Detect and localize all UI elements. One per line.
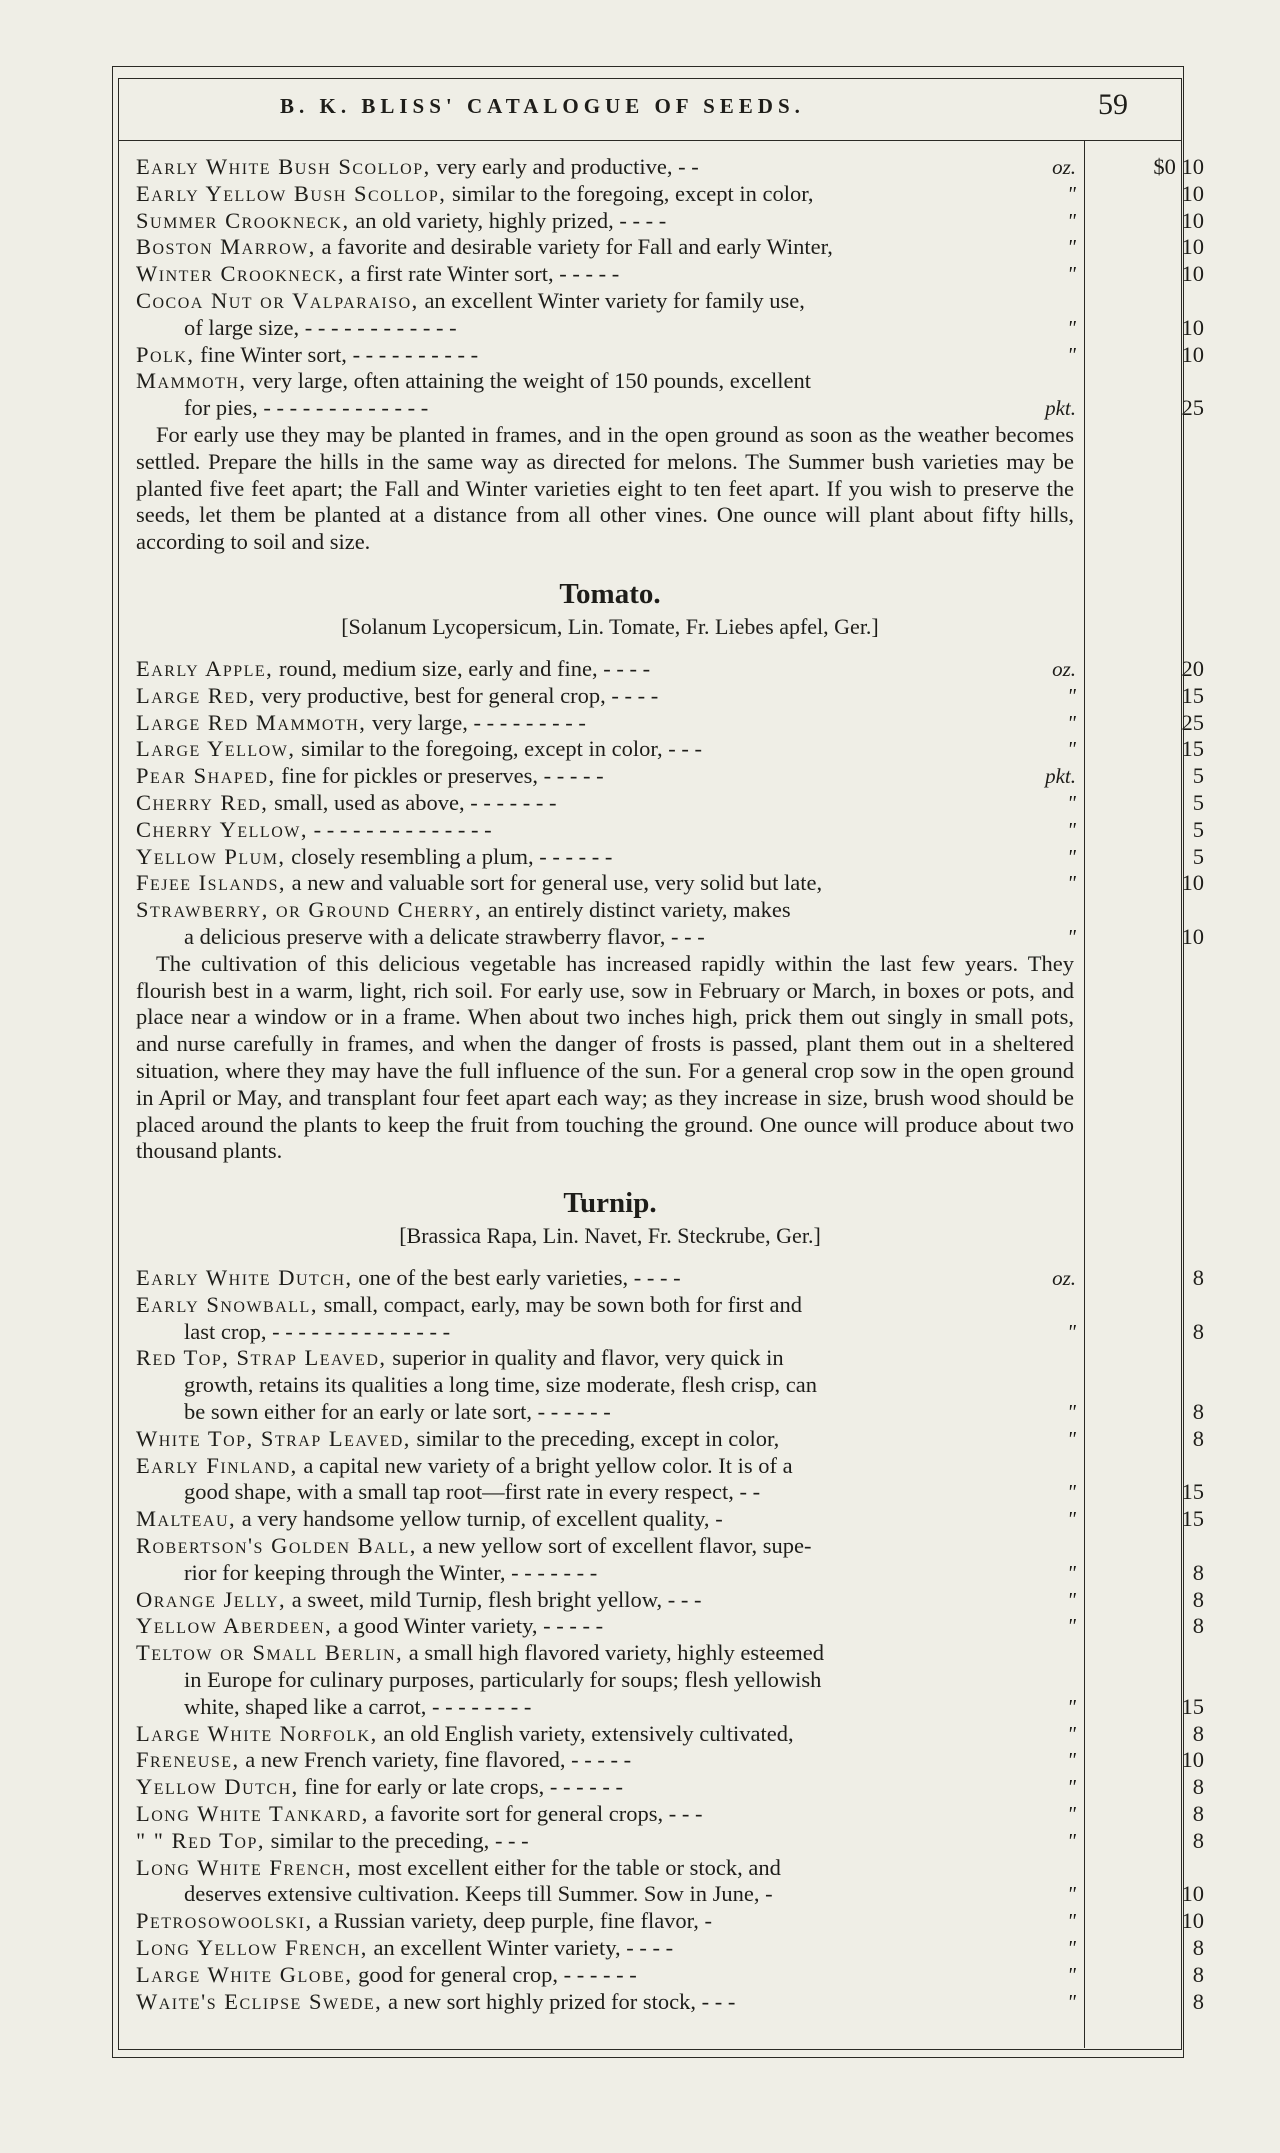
seed-price: 8 [1192,1961,1204,1987]
seed-description: a good Winter variety, [332,1613,538,1639]
seed-row [136,1613,1204,1640]
seed-unit: " [1067,1828,1076,1853]
seed-unit: " [1067,1319,1076,1344]
seed-description: similar to the foregoing, except in color, [295,736,663,762]
seed-name: Early Snowball, [136,1291,318,1317]
seed-price: 10 [1181,1881,1204,1907]
seed-description: similar to the preceding, except in color, [410,1425,780,1451]
seed-name: Early Yellow Bush Scollop, [136,180,447,206]
seed-price: 10 [1181,1747,1204,1773]
leader-dots: - - - - - - - - - [467,709,586,735]
seed-row [136,736,1204,763]
seed-description: a capital new variety of a bright yellow color. It is of a [297,1452,793,1478]
seed-description: a small high flavored variety, highly esteemed [403,1640,825,1666]
leader-dots: - - - - - [565,1747,632,1773]
seed-description: small, used as above, [268,789,465,815]
tomato-subtitle: [Solanum Lycopersicum, Lin. Tomate, Fr. Liebes apfel, Ger.] [341,613,879,639]
seed-description: superior in quality and flavor, very quick in [386,1345,784,1371]
seed-price: 10 [1181,341,1204,367]
leader-dots: - - - - - - - [464,789,557,815]
seed-description: a favorite and desirable variety for Fall and early Winter, [315,234,833,260]
seed-unit: " [1067,1480,1076,1505]
seed-price: 20 [1181,655,1204,681]
seed-unit: " [1067,1694,1076,1719]
seed-name: Freneuse, [136,1747,240,1773]
seed-price: 8 [1192,1265,1204,1291]
seed-row [136,709,1204,737]
seed-unit: " [1067,208,1076,233]
seed-description: fine Winter sort, [194,341,347,367]
seed-price: 25 [1181,709,1204,735]
seed-description: most excellent either for the table or stock, and [352,1854,781,1880]
seed-unit: " [1067,844,1076,869]
leader-dots: - - - - - - - - [426,1693,532,1719]
seed-description: of large size, [184,314,300,340]
seed-row [136,154,1204,181]
seed-name: Petrosowoolski, [136,1908,313,1934]
seed-description: a new French variety, fine flavored, [239,1747,566,1773]
seed-row [136,261,1204,288]
seed-name: Fejee Islands, [136,870,287,896]
seed-row [136,1720,1204,1748]
seed-name: Malteau, [136,1506,237,1532]
seed-price: 8 [1192,1935,1204,1961]
seed-description: a new and valuable sort for general use, very solid but late, [286,870,823,896]
seed-name: Robertson's Golden Ball, [136,1533,417,1559]
seed-price: 8 [1192,1318,1204,1344]
seed-name: Long White Tankard, [136,1801,369,1827]
leader-dots: - - - - [613,207,667,233]
seed-price: 8 [1192,1613,1204,1639]
seed-row [136,1453,1084,1480]
seed-price: 5 [1192,816,1204,842]
leader-dots: - - - [663,1801,703,1827]
seed-row [136,870,1204,897]
seed-unit: " [1067,1748,1076,1773]
seed-unit: " [1067,1962,1076,1987]
seed-description: similar to the preceding, [265,1827,490,1853]
seed-name: Long White French, [136,1854,353,1880]
seed-description: one of the best early varieties, [352,1265,629,1291]
seed-price: 8 [1192,1720,1204,1746]
seed-price: 10 [1181,870,1204,896]
leader-dots: - - - [665,923,705,949]
seed-description: a very handsome yellow turnip, of excellent quality, [236,1506,710,1532]
seed-description: a delicious preserve with a delicate strawberry flavor, [184,923,666,949]
leader-dots: - - - - - - - - - - [346,341,479,367]
seed-name: Teltow or Small Berlin, [136,1640,404,1666]
seed-row [136,682,1204,710]
seed-row [136,1372,1084,1399]
seed-unit: pkt. [1045,764,1076,789]
seed-row [136,1747,1204,1774]
seed-row [136,1586,1204,1614]
seed-unit: " [1067,1936,1076,1961]
leader-dots: - - [733,1479,761,1505]
seed-name: Large Red Mammoth, [136,709,367,735]
seed-description: an old English variety, extensively cultivated, [377,1720,794,1746]
seed-row [136,1479,1204,1506]
seed-price: 10 [1181,180,1204,206]
seed-row [136,1935,1204,1962]
seed-price: 8 [1192,1399,1204,1425]
leader-dots: - - - - - [538,763,604,789]
seed-unit: " [1067,342,1076,367]
turnip-list [136,1265,1204,2015]
seed-description: white, shaped like a carrot, [184,1693,427,1719]
seed-description: an excellent Winter variety, [367,1935,621,1961]
seed-row [136,341,1204,369]
seed-unit: " [1067,235,1076,260]
seed-description: be sown either for an early or late sort, [184,1399,532,1425]
page-content [136,154,1204,2015]
seed-row [136,1961,1204,1989]
leader-dots: - - - - - - - - - - - - [299,314,457,340]
seed-name: Summer Crookneck, [136,207,350,233]
leader-dots: - - - [662,736,702,762]
seed-name: " " Red Top, [136,1827,265,1853]
seed-unit: " [1067,924,1076,949]
seed-description: rior for keeping through the Winter, [184,1559,506,1585]
seed-row [136,1425,1204,1453]
seed-name: Orange Jelly, [136,1586,287,1612]
seed-price: 5 [1192,789,1204,815]
seed-row [136,1881,1204,1908]
seed-row [136,180,1204,208]
seed-row [136,1908,1204,1935]
seed-name: Winter Crookneck, [136,261,345,287]
seed-name: Strawberry, or Ground Cherry, [136,897,483,923]
seed-price: 8 [1192,1827,1204,1853]
seed-description: very productive, best for general crop, [255,682,606,708]
seed-unit: " [1067,1721,1076,1746]
seed-row [136,1345,1084,1372]
seed-unit: " [1067,1909,1076,1934]
seed-unit: " [1067,683,1076,708]
seed-row [136,1318,1204,1346]
seed-price: 10 [1181,261,1204,287]
seed-description: growth, retains its qualities a long time, size moderate, flesh crisp, can [184,1372,817,1398]
leader-dots: - - - - - [537,1613,604,1639]
leader-dots: - - - - - - [544,1774,624,1800]
seed-description: closely resembling a plum, [285,843,534,869]
seed-row [136,1559,1204,1587]
seed-unit: " [1067,262,1076,287]
leader-dots: - - - - [597,655,651,681]
turnip-subtitle: [Brassica Rapa, Lin. Navet, Fr. Steckrube, Ger.] [399,1223,821,1249]
seed-description: an excellent Winter variety for family use, [418,287,805,313]
seed-price: 25 [1181,395,1204,421]
seed-row [136,1640,1084,1667]
seed-price: 8 [1192,1988,1204,2014]
seed-name: Yellow Dutch, [136,1774,299,1800]
seed-row [136,816,1204,844]
seed-price: $0 10 [1153,154,1204,179]
seed-price: 8 [1192,1559,1204,1585]
leader-dots: - - - - [620,1935,674,1961]
seed-unit: " [1067,1882,1076,1907]
seed-row [136,1265,1204,1292]
leader-dots: - - - - - [553,261,620,287]
seed-name: Waite's Eclipse Swede, [136,1988,383,2014]
seed-row [136,655,1204,683]
seed-description: a first rate Winter sort, [345,261,554,287]
seed-row [136,234,1204,261]
seed-row [136,288,1084,315]
seed-unit: " [1067,1400,1076,1425]
seed-unit: oz. [1052,656,1076,681]
seed-row [136,1774,1204,1801]
seed-unit: " [1067,1507,1076,1532]
seed-row [136,368,1084,395]
seed-description: a sweet, mild Turnip, flesh bright yellow, [286,1586,663,1612]
seed-row [136,1855,1084,1882]
seed-unit: pkt. [1045,396,1076,421]
seed-price: 5 [1192,843,1204,869]
seed-description: deserves extensive cultivation. Keeps till Summer. Sow in June, [184,1881,760,1907]
turnip-title: Turnip. [563,1187,657,1220]
seed-description: small, compact, early, may be sown both for first and [317,1291,802,1317]
seed-name: Large White Globe, [136,1961,353,1987]
seed-unit: oz. [1052,155,1076,179]
leader-dots: - - - - - - - [505,1559,598,1585]
seed-row [136,789,1204,817]
seed-row [136,763,1204,790]
seed-row [136,897,1084,924]
seed-description: round, medium size, early and fine, [273,655,598,681]
seed-description: very large, [366,709,468,735]
seed-row [136,1506,1204,1533]
squash-paragraph: For early use they may be planted in frames, and in the open ground as soon as the weather becomes settled. Prepare the hills in the same way as directed for melons. The Summer bush varieties may be planted five feet apart; the Fall and Winter varieties eight to ten feet apart. If you wish to preserve the seeds, let them be planted at a distance from all other vines. One ounce will plant about fifty hills, according to soil and size. [136,421,1074,555]
leader-dots: - [709,1506,723,1532]
seed-name: Early Apple, [136,655,274,681]
seed-name: Long Yellow French, [136,1935,368,1961]
seed-row [136,843,1204,871]
seed-unit: " [1067,315,1076,340]
seed-name: Mammoth, [136,368,247,394]
seed-name: Large Red, [136,682,256,708]
tomato-list [136,655,1204,951]
seed-unit: " [1067,1614,1076,1639]
seed-unit: " [1067,871,1076,896]
seed-name: Pear Shaped, [136,763,276,789]
seed-name: Red Top, Strap Leaved, [136,1345,387,1371]
seed-name: Yellow Aberdeen, [136,1613,333,1639]
seed-price: 5 [1192,763,1204,789]
seed-unit: " [1067,1989,1076,2014]
seed-description: for pies, [184,395,258,421]
leader-dots: - - - - - - - - - - - - - [257,395,429,421]
seed-name: Large Yellow, [136,736,296,762]
seed-unit: " [1067,1426,1076,1451]
seed-unit: " [1067,790,1076,815]
seed-row [136,1801,1204,1828]
seed-price: 10 [1181,207,1204,233]
seed-name: Early Finland, [136,1452,298,1478]
seed-description: very early and productive, [430,154,673,179]
seed-price: 8 [1192,1586,1204,1612]
seed-price: 8 [1192,1801,1204,1827]
seed-unit: " [1067,1775,1076,1800]
seed-description: fine for pickles or preserves, [275,763,539,789]
leader-dots: - - [672,154,699,179]
seed-row [136,1827,1204,1855]
seed-description: an entirely distinct variety, makes [482,897,791,923]
seed-price: 15 [1181,736,1204,762]
leader-dots: - - - - - - [532,1399,611,1425]
seed-row [136,314,1204,342]
seed-description: fine for early or late crops, [298,1774,545,1800]
seed-row [136,1292,1084,1319]
leader-dots: - - - [695,1988,736,2014]
leader-dots: - [759,1881,773,1907]
leader-dots: - - - [489,1827,529,1853]
seed-unit: oz. [1052,1266,1076,1291]
seed-price: 8 [1192,1425,1204,1451]
seed-unit: " [1067,1587,1076,1612]
seed-name: Early White Dutch, [136,1265,353,1291]
leader-dots: - - - - - - [533,843,613,869]
seed-price: 8 [1192,1774,1204,1800]
seed-description: good shape, with a small tap root—first rate in every respect, [184,1479,734,1505]
seed-name: Yellow Plum, [136,843,286,869]
leader-dots: - - - - [628,1265,681,1291]
seed-price: 10 [1181,234,1204,260]
seed-price: 10 [1181,314,1204,340]
seed-description: very large, often attaining the weight of 150 pounds, excellent [246,368,811,394]
seed-row [136,1693,1204,1721]
tomato-title: Tomato. [559,577,661,610]
seed-name: Cherry Red, [136,789,269,815]
header-rule [118,140,1182,141]
seed-row [136,1399,1204,1426]
leader-dots: - - - - - - [558,1961,637,1987]
seed-description: a new sort highly prized for stock, [382,1988,696,2014]
seed-name: White Top, Strap Leaved, [136,1425,411,1451]
seed-unit: " [1067,737,1076,762]
seed-price: 10 [1181,923,1204,949]
leader-dots: - - - [662,1586,702,1612]
seed-description: last crop, [184,1318,267,1344]
seed-unit: " [1067,181,1076,206]
seed-price: 15 [1181,682,1204,708]
seed-description: a Russian variety, deep purple, fine flavor, [312,1908,699,1934]
seed-name: Large White Norfolk, [136,1720,378,1746]
seed-price: 15 [1181,1479,1204,1505]
seed-row [136,1533,1084,1560]
seed-description: a new yellow sort of excellent flavor, supe- [416,1533,812,1559]
seed-row [136,395,1204,422]
squash-list [136,154,1204,422]
seed-price: 10 [1181,1908,1204,1934]
leader-dots: - - - - - - - - - - - - - - [266,1318,451,1344]
page-number: 59 [1098,88,1128,121]
seed-name: Early White Bush Scollop, [136,154,431,179]
seed-row [136,923,1204,951]
seed-name: Cherry Yellow, [136,816,308,842]
seed-name: Cocoa Nut or Valparaiso, [136,287,419,313]
seed-description: in Europe for culinary purposes, particularly for soups; flesh yellowish [184,1667,822,1693]
running-title: B. K. BLISS' CATALOGUE OF SEEDS. [280,94,805,118]
seed-unit: " [1067,1802,1076,1827]
seed-description: an old variety, highly prized, [349,207,614,233]
leader-dots: - [698,1908,713,1934]
seed-unit: " [1067,817,1076,842]
leader-dots: - - - - - - - - - - - - - - [308,816,492,842]
seed-price: 15 [1181,1506,1204,1532]
leader-dots: - - - - [605,682,659,708]
seed-unit: " [1067,1560,1076,1585]
seed-row [136,207,1204,235]
seed-name: Boston Marrow, [136,234,316,260]
tomato-paragraph: The cultivation of this delicious vegetable has increased rapidly within the last few years. They flourish best in a warm, light, rich soil. For early use, sow in February or March, in boxes or pots, and place near a window or in a frame. When about two inches high, prick them out singly in small pots, and nurse carefully in frames, and when the danger of frosts is passed, plant them out in a sheltered situation, where they may have the full influence of the sun. For a general crop sow in the open ground in April or May, and transplant four feet apart each way; as they increase in size, brush wood should be placed around the plants to keep the fruit from touching the ground. One ounce will produce about two thousand plants. [136,950,1074,1164]
seed-description: similar to the foregoing, except in color, [446,180,814,206]
seed-price: 15 [1181,1693,1204,1719]
seed-description: a favorite sort for general crops, [368,1801,664,1827]
seed-unit: " [1067,710,1076,735]
seed-row [136,1988,1204,2016]
seed-row [136,1667,1084,1694]
seed-name: Polk, [136,341,195,367]
seed-description: good for general crop, [352,1961,559,1987]
